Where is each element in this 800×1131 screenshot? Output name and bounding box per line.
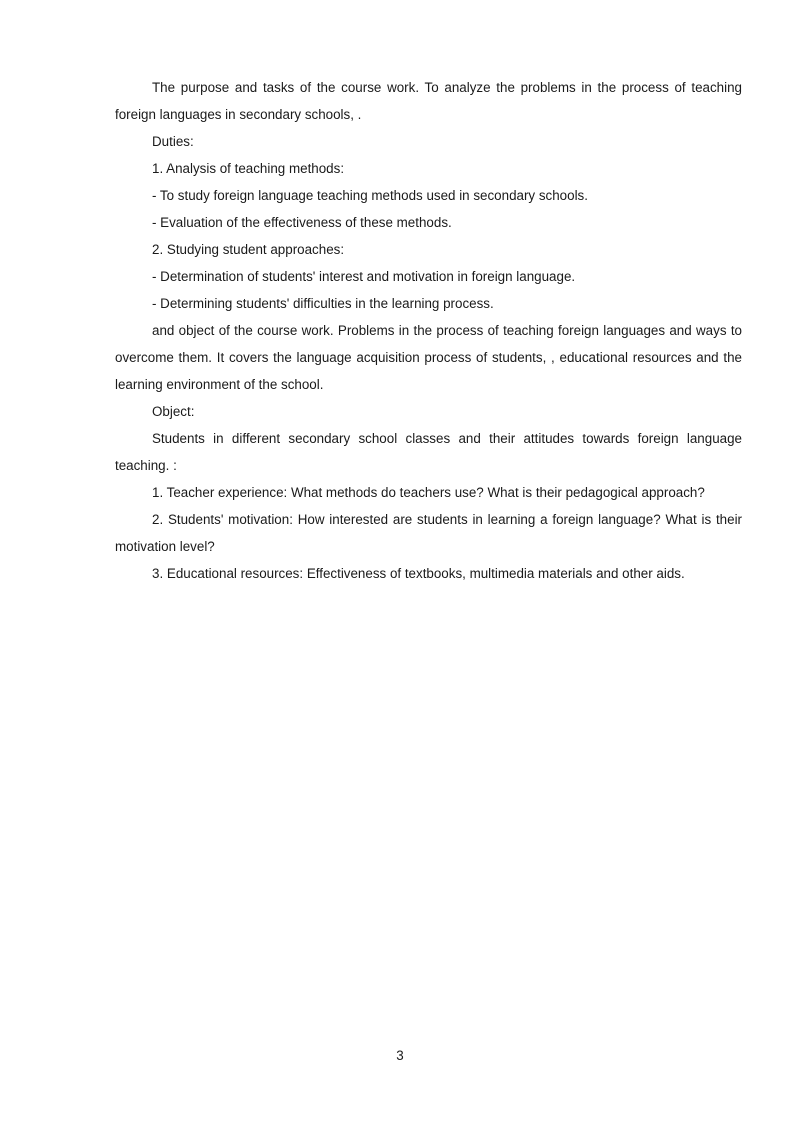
- object-item-3: 3. Educational resources: Effectiveness of textbooks, multimedia materials and other aids.: [152, 566, 685, 581]
- page-number: 3: [396, 1048, 404, 1063]
- object-item-1: 1. Teacher experience: What methods do teachers use? What is their pedagogical approach?: [152, 485, 705, 500]
- object-item-2: 2. Students' motivation: How interested are students in learning a foreign language? What is their motivation level?: [115, 512, 742, 554]
- duty-subitem-1b: - Evaluation of the effectiveness of these methods.: [152, 215, 452, 230]
- duty-item-2: 2. Studying student approaches:: [152, 242, 345, 257]
- duty-subitem-2a: - Determination of students' interest and motivation in foreign language.: [152, 269, 576, 284]
- duties-heading: Duties:: [152, 134, 194, 149]
- duty-item-1: 1. Analysis of teaching methods:: [152, 161, 345, 176]
- subject-paragraph: and object of the course work. Problems in the process of teaching foreign languages and ways to overcome them. It covers the language acquisition process of students, , educational resources and the learning environment of the school.: [115, 323, 742, 392]
- duty-subitem-1a: - To study foreign language teaching methods used in secondary schools.: [152, 188, 588, 203]
- object-paragraph: Students in different secondary school classes and their attitudes towards foreign language teaching. :: [115, 431, 742, 473]
- object-heading: Object:: [152, 404, 195, 419]
- document-body: [115, 74, 742, 587]
- purpose-paragraph: The purpose and tasks of the course work. To analyze the problems in the process of teaching foreign languages in secondary schools, .: [115, 80, 742, 122]
- duty-subitem-2b: - Determining students' difficulties in the learning process.: [152, 296, 494, 311]
